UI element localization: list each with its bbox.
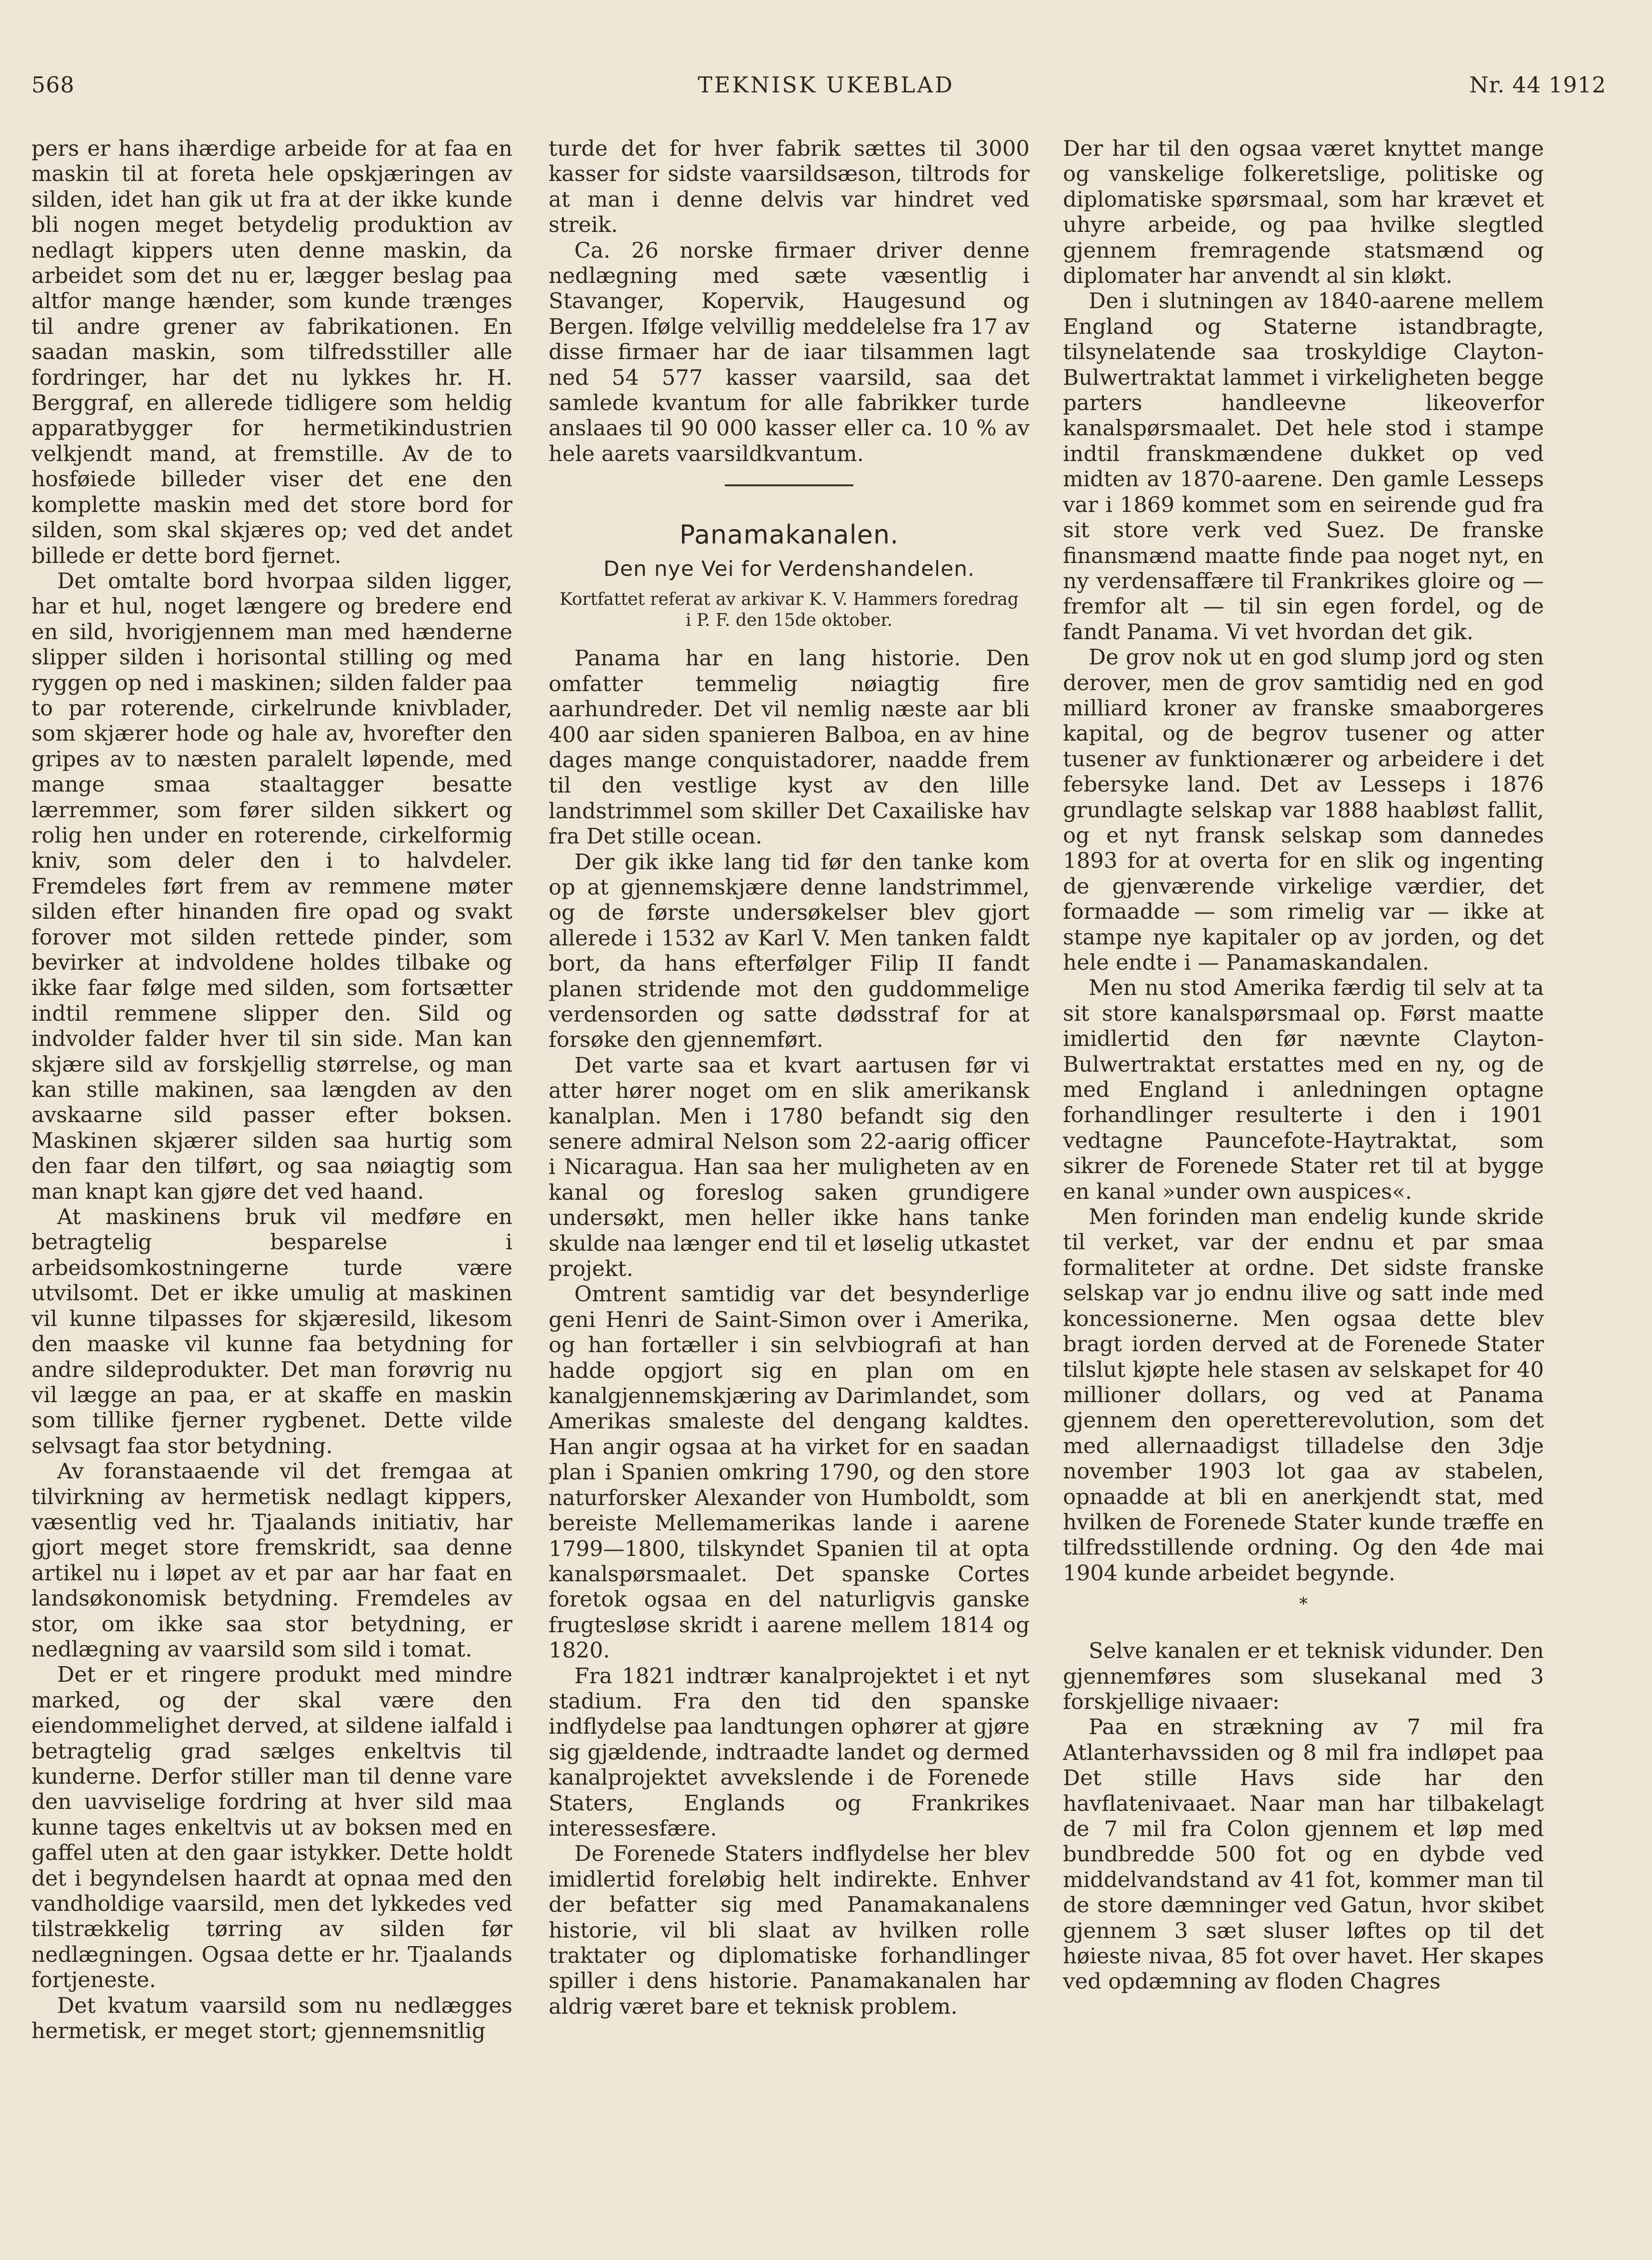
paragraph: De Forenede Staters indflydelse her blev imidlertid foreløbig helt indirekte. Enhver der befatter sig med Panamakanalens historie, vil bli slaat av hvilken rolle traktater og diplomatiske forhandlinger spiller i dens historie. Panamakanalen har aldrig været bare et teknisk problem.	[549, 1841, 1030, 2019]
paragraph: Det er et ringere produkt med mindre marked, og der skal være den eiendommelighet derved, at sildene ialfald i betragtelig grad sælges enkeltvis til kunderne. Derfor stiller man til denne vare den uavviselige fordring at hver sild maa kunne tages enkeltvis ut av boksen med en gaffel uten at den gaar istykker. Dette holdt det i begyndelsen haardt at opnaa med den vandholdige vaarsild, men det lykkedes ved tilstrækkelig tørring av silden før nedlægningen. Ogsaa dette er hr. Tjaalands fortjeneste.	[31, 1662, 512, 1993]
column-3	[1063, 136, 1544, 1994]
paragraph: At maskinens bruk vil medføre en betragtelig besparelse i arbeidsomkostningerne turde være utvilsomt. Det er ikke umulig at maskinen vil kunne tilpasses for skjæresild, likesom den maaske vil kunne faa betydning for andre sildeprodukter. Det man forøvrig nu vil lægge an paa, er at skaffe en maskin som tillike fjerner rygbenet. Dette vilde selvsagt faa stor betydning.	[31, 1204, 512, 1458]
paragraph: pers er hans ihærdige arbeide for at faa en maskin til at foreta hele opskjæringen av silden, idet han gik ut fra at der ikke kunde bli nogen meget betydelig produktion av nedlagt kippers uten denne maskin, da arbeidet som det nu er, lægger beslag paa altfor mange hænder, som kunde trænges til andre grener av fabrikationen. En saadan maskin, som tilfredsstiller alle fordringer, har det nu lykkes hr. H. Berggraf, en allerede tidligere som heldig apparatbygger for hermetikindustrien velkjendt mand, at fremstille. Av de to hosføiede billeder viser det ene den komplette maskin med det store bord for silden, som skal skjæres op; ved det andet billede er dette bord fjernet.	[31, 136, 512, 568]
paragraph: Panama har en lang historie. Den omfatter temmelig nøiagtig fire aarhundreder. Det vil nemlig næste aar bli 400 aar siden spanieren Balboa, en av hine dages mange conquistadorer, naadde frem til den vestlige kyst av den lille landstrimmel som skiller Det Caxailiske hav fra Det stille ocean.	[549, 645, 1030, 849]
column-2	[549, 136, 1030, 2019]
paragraph: Av foranstaaende vil det fremgaa at tilvirkning av hermetisk nedlagt kippers, væsentlig ved hr. Tjaalands initiativ, har gjort meget store fremskridt, saa denne artikel nu i løpet av et par aar har faat en landsøkonomisk betydning. Fremdeles av stor, om ikke saa stor betydning, er nedlægning av vaarsild som sild i tomat.	[31, 1458, 512, 1662]
paragraph: Omtrent samtidig var det besynderlige geni Henri de Saint-Simon over i Amerika, og han fortæller i sin selvbiografi at han hadde opgjort sig en plan om en kanalgjennemskjæring av Darimlandet, som Amerikas smaleste del dengang kaldtes. Han angir ogsaa at ha virket for en saadan plan i Spanien omkring 1790, og den store naturforsker Alexander von Humboldt, som bereiste Mellemamerikas lande i aarene 1799—1800, tilskyndet Spanien til at opta kanalspørsmaalet. Det spanske Cortes foretok ogsaa en del naturligvis ganske frugtesløse skridt i aarene mellem 1814 og 1820.	[549, 1281, 1030, 1663]
paragraph: Fra 1821 indtrær kanalprojektet i et nyt stadium. Fra den tid den spanske indflydelse paa landtungen ophører at gjøre sig gjældende, indtraadte landet og dermed kanalprojektet avvekslende i de Forenede Staters, Englands og Frankrikes interessesfære.	[549, 1663, 1030, 1841]
issue-number: Nr. 44 1912	[1469, 72, 1606, 98]
paragraph: Der gik ikke lang tid før den tanke kom op at gjennemskjære denne landstrimmel, og de første undersøkelser blev gjort allerede i 1532 av Karl V. Men tanken faldt bort, da hans efterfølger Filip II fandt planen stridende mot den guddommelige verdensorden og satte dødsstraf for at forsøke den gjennemført.	[549, 849, 1030, 1053]
journal-title: TEKNISK UKEBLAD	[698, 72, 954, 98]
page-number: 568	[31, 72, 75, 98]
section-title: Panamakanalen.	[679, 520, 899, 550]
asterism: *	[1299, 1595, 1308, 1615]
paragraph: Der har til den ogsaa været knyttet mange og vanskelige folkeretslige, politiske og diplomatiske spørsmaal, som har krævet et uhyre arbeide, og paa hvilke slegtled gjennem fremragende statsmænd og diplomater har anvendt al sin kløkt.	[1063, 136, 1544, 289]
paragraph: Ca. 26 norske firmaer driver denne nedlægning med sæte væsentlig i Stavanger, Kopervik, Haugesund og Bergen. Ifølge velvillig meddelelse fra 17 av disse firmaer har de iaar tilsammen lagt ned 54 577 kasser vaarsild, saa det samlede kvantum for alle fabrikker turde anslaaes til 90 000 kasser eller ca. 10 % av hele aarets vaarsildkvantum.	[549, 237, 1030, 466]
paragraph: Det omtalte bord hvorpaa silden ligger, har et hul, noget længere og bredere end en sild, hvorigjennem man med hænderne slipper silden i horisontal stilling og med ryggen op ned i maskinen; silden falder paa to par roterende, cirkelrunde knivblader, som skjærer hode og hale av, hvorefter den gripes av to næsten paralelt løpende, med mange smaa staaltagger besatte lærremmer, som fører silden sikkert og rolig hen under en roterende, cirkelformig kniv, som deler den i to halvdeler. Fremdeles ført frem av remmene møter silden efter hinanden fire opad og svakt forover mot silden rettede pinder, som bevirker at indvoldene holdes tilbake og ikke faar følge med silden, som fortsætter indtil remmene slipper den. Sild og indvolder falder hver til sin side. Man kan skjære sild av forskjellig størrelse, og man kan stille makinen, saa længden av den avskaarne sild passer efter boksen. Maskinen skjærer silden saa hurtig som den faar den tilført, og saa nøiagtig som man knapt kan gjøre det ved haand.	[31, 568, 512, 1204]
paragraph: Men nu stod Amerika færdig til selv at ta sit store kanalspørsmaal op. Først maatte imidlertid den før nævnte Clayton-Bulwertraktat erstattes med en ny, og de med England i anledningen optagne forhandlinger resulterte i den i 1901 vedtagne Pauncefote-Haytraktat, som sikrer de Forenede Stater ret til at bygge en kanal »under own auspices«.	[1063, 975, 1544, 1204]
section-divider	[725, 484, 853, 486]
paragraph: turde det for hver fabrik sættes til 3000 kasser for sidste vaarsildsæson, tiltrods for at man i denne delvis var hindret ved streik.	[549, 136, 1030, 238]
paragraph: Det kvatum vaarsild som nu nedlægges hermetisk, er meget stort; gjennemsnitlig	[31, 1992, 512, 2044]
paragraph: Paa en strækning av 7 mil fra Atlanterhavssiden og 8 mil fra indløpet paa Det stille Havs side har den havflatenivaaet. Naar man har tilbakelagt de 7 mil fra Colon gjennem et løp med bundbredde 500 fot og en dybde ved middelvandstand av 41 fot, kommer man til de store dæmninger ved Gatun, hvor skibet gjennem 3 sæt sluser løftes op til det høieste nivaa, 85 fot over havet. Her skapes ved opdæmning av floden Chagres	[1063, 1714, 1544, 1994]
section-note: Kortfattet referat av arkivar K. V. Hammers foredrag i P. F. den 15de oktober.	[560, 590, 1019, 631]
paragraph: Men forinden man endelig kunde skride til verket, var der endnu et par smaa formaliteter at ordne. Det sidste franske selskap var jo endnu ilive og satt inde med koncessionerne. Men ogsaa dette blev bragt iorden derved at de Forenede Stater tilslut kjøpte hele stasen av selskapet for 40 millioner dollars, og ved at Panama gjennem den operetterevolution, som det med allernaadigst tilladelse den 3dje november 1903 lot gaa av stabelen, opnaadde at bli en anerkjendt stat, med hvilken de Forenede Stater kunde træffe en tilfredsstillende ordning. Og den 4de mai 1904 kunde arbeidet begynde.	[1063, 1204, 1544, 1586]
section-subtitle: Den nye Vei for Verdenshandelen.	[603, 557, 975, 582]
column-1	[31, 136, 512, 2043]
paragraph: Det varte saa et kvart aartusen før vi atter hører noget om en slik amerikansk kanalplan. Men i 1780 befandt sig den senere admiral Nelson som 22-aarig officer i Nicaragua. Han saa her muligheten av en kanal og foreslog saken grundigere undersøkt, men heller ikke hans tanke skulde naa længer end til et løselig utkastet projekt.	[549, 1052, 1030, 1282]
paragraph: De grov nok ut en god slump jord og sten derover, men de grov samtidig ned en god milliard kroner av franske smaaborgeres kapital, og de begrov tusener og atter tusener av funktionærer og arbeidere i det febersyke land. Det av Lesseps i 1876 grundlagte selskap var 1888 haabløst fallit, og et nyt fransk selskap som dannedes 1893 for at overta for en slik og ingenting de gjenværende virkelige værdier, det formaadde — som rimelig var — ikke at stampe nye kapitaler op av jorden, og det hele endte i — Panamaskandalen.	[1063, 644, 1544, 975]
paragraph: Selve kanalen er et teknisk vidunder. Den gjennemføres som slusekanal med 3 forskjellige nivaaer:	[1063, 1638, 1544, 1714]
paragraph: Den i slutningen av 1840-aarene mellem England og Staterne istandbragte, tilsynelatende saa troskyldige Clayton-Bulwertraktat lammet i virkeligheten begge parters handleevne likeoverfor kanalspørsmaalet. Det hele stod i stampe indtil franskmændene dukket op ved midten av 1870-aarene. Den gamle Lesseps var i 1869 kommet som en seirende gud fra sit store verk ved Suez. De franske finansmænd maatte finde paa noget nyt, en ny verdensaffære til Frankrikes gloire og — fremfor alt — til sin egen fordel, og de fandt Panama. Vi vet hvordan det gik.	[1063, 288, 1544, 644]
